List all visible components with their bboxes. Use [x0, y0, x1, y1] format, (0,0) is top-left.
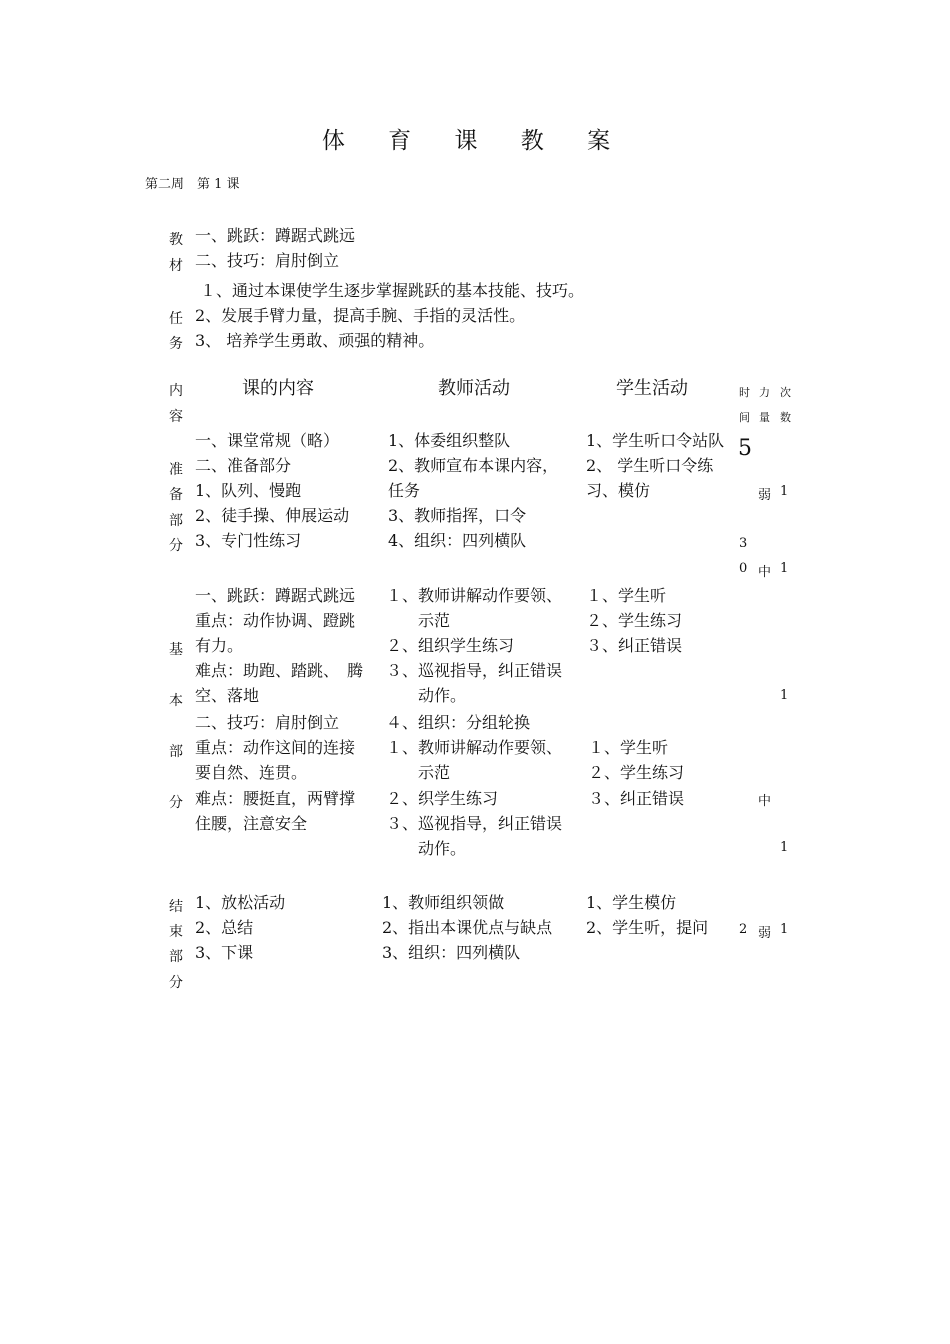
page-title: 体 育 课 教 案: [321, 128, 629, 154]
basic-teacher: ２、组织学生练习: [386, 636, 515, 655]
basic-label: 分: [169, 795, 183, 811]
prep-teacher: 1、体委组织整队: [388, 431, 511, 450]
jiaocai-label-2: 材: [169, 258, 183, 274]
prep-label: 备: [169, 487, 183, 503]
prep-content: 二、准备部分: [195, 456, 292, 475]
basic-teacher: １、教师讲解动作要领、: [386, 586, 563, 605]
header-teacher: 教师活动: [438, 378, 510, 399]
end-teacher: 1、教师组织领做: [382, 893, 505, 912]
prep-content: 一、课堂常规（略）: [195, 431, 340, 450]
header-time: 时: [739, 386, 750, 399]
prep-student: 2、 学生听口令练: [586, 456, 714, 475]
header-content: 课的内容: [242, 378, 314, 399]
prep-label: 准: [169, 462, 183, 478]
prep-label: 分: [169, 538, 183, 554]
basic-student: ２、学生练习: [588, 763, 685, 782]
header-load: 力: [759, 386, 770, 399]
prep-time-digit: 3: [739, 536, 748, 551]
basic-teacher: ３、巡视指导，纠正错误: [386, 814, 563, 833]
basic-student: ３、纠正错误: [588, 789, 685, 808]
end-label: 分: [169, 975, 183, 991]
prep-load-1: 弱: [758, 488, 772, 503]
prep-content: 2、徒手操、伸展运动: [195, 506, 350, 525]
end-label: 结: [169, 899, 183, 915]
prep-reps-2: 1: [780, 561, 789, 576]
basic-student: １、学生听: [588, 738, 669, 757]
end-content: 3、下课: [195, 943, 254, 962]
prep-label: 部: [169, 513, 183, 529]
prep-time-digit: 0: [739, 561, 748, 576]
basic-load-b: 中: [758, 794, 772, 809]
header-reps: 数: [780, 411, 791, 424]
basic-teacher: 动作。: [386, 686, 467, 705]
end-student: 2、学生听，提问: [586, 918, 709, 937]
basic-teacher: ４、组织：分组轮换: [386, 713, 531, 732]
basic-teacher: 动作。: [386, 839, 467, 858]
prep-time-big: 5: [738, 436, 752, 461]
prep-teacher: 任务: [388, 481, 421, 500]
header-load: 量: [759, 411, 770, 424]
end-label: 部: [169, 949, 183, 965]
basic-student: ３、纠正错误: [586, 636, 683, 655]
jiaocai-line: 二、技巧：肩肘倒立: [195, 251, 340, 270]
basic-content: 空、落地: [195, 686, 260, 705]
basic-content: 重点：动作这间的连接: [195, 738, 356, 757]
prep-teacher: 2、教师宣布本课内容，: [388, 456, 559, 475]
basic-label: 部: [169, 744, 183, 760]
renwu-label-1: 任: [169, 311, 183, 327]
basic-teacher: 示范: [386, 763, 451, 782]
basic-reps-b: 1: [780, 840, 789, 855]
basic-content: 有力。: [195, 636, 244, 655]
end-label: 束: [169, 924, 183, 940]
basic-label: 基: [169, 642, 183, 658]
week-lesson: 第二周 第 1 课: [145, 177, 240, 192]
prep-student: 1、学生听口令站队: [586, 431, 725, 450]
end-time: 2: [739, 922, 748, 937]
basic-teacher: 示范: [386, 611, 451, 630]
end-load: 弱: [758, 926, 772, 941]
renwu-label-2: 务: [169, 336, 183, 352]
end-teacher: 3、组织：四列横队: [382, 943, 521, 962]
jiaocai-line: 一、跳跃：蹲踞式跳远: [195, 226, 356, 245]
basic-student: １、学生听: [586, 586, 667, 605]
prep-load-2: 中: [758, 565, 772, 580]
jiaocai-label-1: 教: [169, 232, 183, 248]
prep-reps-1: 1: [780, 484, 789, 499]
header-time: 间: [739, 411, 750, 424]
header-reps: 次: [780, 386, 791, 399]
basic-content: 重点：动作协调、蹬跳: [195, 611, 356, 630]
renwu-line: １、通过本课使学生逐步掌握跳跃的基本技能、技巧。: [200, 281, 585, 300]
basic-content: 二、技巧：肩肘倒立: [195, 713, 340, 732]
renwu-line: 3、 培养学生勇敢、顽强的精神。: [195, 331, 435, 350]
end-teacher: 2、指出本课优点与缺点: [382, 918, 553, 937]
renwu-line: 2、发展手臂力量，提高手腕、手指的灵活性。: [195, 306, 526, 325]
header-side-label: 内: [169, 383, 183, 399]
basic-student: ２、学生练习: [586, 611, 683, 630]
basic-content: 难点：腰挺直，两臂撑: [195, 789, 356, 808]
header-student: 学生活动: [616, 378, 688, 399]
basic-teacher: １、教师讲解动作要领、: [386, 738, 563, 757]
end-student: 1、学生模仿: [586, 893, 677, 912]
prep-teacher: 4、组织：四列横队: [388, 531, 527, 550]
end-content: 2、总结: [195, 918, 254, 937]
end-content: 1、放松活动: [195, 893, 286, 912]
prep-content: 3、专门性练习: [195, 531, 302, 550]
prep-student: 习、模仿: [586, 481, 651, 500]
basic-label: 本: [169, 693, 183, 709]
prep-teacher: 3、教师指挥，口令: [388, 506, 527, 525]
end-reps: 1: [780, 922, 789, 937]
basic-content: 要自然、连贯。: [195, 763, 308, 782]
basic-content: 住腰，注意安全: [195, 814, 308, 833]
basic-content: 一、跳跃：蹲踞式跳远: [195, 586, 356, 605]
basic-teacher: ２、织学生练习: [386, 789, 499, 808]
prep-content: 1、队列、慢跑: [195, 481, 302, 500]
basic-teacher: ３、巡视指导，纠正错误: [386, 661, 563, 680]
basic-content: 难点：助跑、踏跳、 腾: [195, 661, 364, 680]
header-side-label: 容: [169, 409, 183, 425]
basic-reps-a: 1: [780, 688, 789, 703]
